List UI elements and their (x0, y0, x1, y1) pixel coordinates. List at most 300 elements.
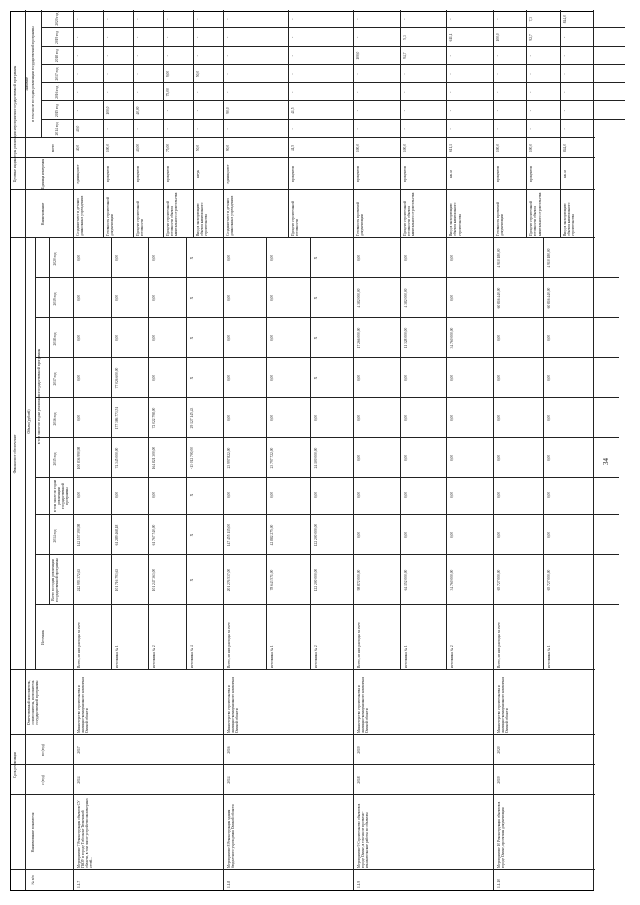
indicator-year-value: - (529, 128, 534, 130)
indicator-year-value: - (496, 55, 500, 57)
amount-total: X (189, 578, 194, 582)
indicator-year-value: - (496, 18, 500, 20)
amount-y2014b: 0,00 (227, 491, 231, 499)
indicator-unit: штук (196, 170, 200, 178)
source-label: источника № 1 (403, 645, 408, 668)
indicator-all: 90,0 (226, 144, 230, 152)
amount-y2019: X (313, 296, 318, 300)
header-volume: Объем (рублей) (27, 409, 31, 434)
grid-line (41, 100, 625, 101)
indicator-year-value: - (76, 109, 80, 112)
amount-y2017: X (189, 376, 194, 380)
indicator-all: 100,0 (529, 143, 534, 153)
indicator-year-value: - (529, 109, 534, 112)
header-executor: Ответственный исполнитель, соисполнитель, исполнитель государственной программы (27, 680, 40, 725)
grid-line (35, 277, 619, 278)
indicator-unit: процентов (496, 166, 500, 182)
indicator-year-value: - (166, 109, 170, 112)
source-label: источника № 2 (313, 645, 318, 668)
amount-y2014b: 0,00 (357, 491, 361, 499)
indicator-name: Готовность строительной документации (106, 196, 115, 236)
indicator-unit: кв. м (449, 170, 454, 178)
indicator-year-value: 40,0 (76, 125, 80, 133)
indicator-year-value: 41,5 (291, 107, 295, 114)
amount-y2014: 61 767 740,00 (152, 524, 156, 546)
header-2016: 2016 год (53, 412, 57, 426)
amount-y2015: 0,00 (403, 454, 408, 462)
amount-y2016: 0,00 (313, 414, 318, 422)
source-label: источника № 1 (114, 645, 119, 668)
amount-y2017: 0,00 (403, 374, 408, 382)
indicator-year-value: - (226, 128, 230, 130)
amount-total: 122 200 000,00 (313, 568, 318, 592)
indicator-name: Создание мест в детских дошкольных учреждениях (76, 195, 85, 236)
amount-y2019: 0,00 (77, 294, 81, 302)
grid-line (11, 137, 595, 138)
amount-y2016: 0,00 (497, 414, 501, 422)
indicator-year-value: - (449, 73, 454, 75)
indicator-year-value: - (136, 55, 140, 57)
grid-line (446, 10, 447, 238)
amount-y2019: 0,00 (152, 294, 156, 302)
amount-y2020: 0,00 (270, 254, 275, 262)
grid-line (41, 119, 625, 120)
grid-line (400, 10, 401, 238)
indicator-name: Процент строительной готовности объекта капитального строительства (529, 192, 542, 236)
header-indicator-name: Наименование (41, 202, 45, 226)
indicator-name: Готовность проектной документации (356, 201, 365, 236)
amount-y2014b: 0,00 (450, 491, 455, 499)
indicator-all: 100,0 (402, 143, 407, 153)
amount-y2017: 0,00 (270, 374, 275, 382)
indicator-year-value: 40,00 (136, 106, 140, 115)
program-table (10, 11, 594, 891)
indicator-year-value: - (356, 109, 360, 112)
indicator-year-value: - (76, 73, 80, 75)
amount-total: 98 872 000,00 (357, 569, 361, 591)
indicator-year-value: 100,0 (496, 33, 500, 42)
indicator-year-value: - (196, 18, 200, 20)
source-label: источника № 2 (450, 645, 455, 668)
header-name: Наименование показателя (31, 812, 35, 853)
grid-line (35, 317, 619, 318)
indicator-year-value: - (449, 109, 454, 112)
grid-line (11, 669, 595, 670)
indicator-year-value: - (356, 18, 360, 20)
indicator-year-value: - (226, 91, 230, 93)
indicator-year-value: - (76, 55, 80, 57)
amount-y2017: 77 026 600,00 (114, 367, 119, 389)
indicator-year-value: - (529, 91, 534, 93)
amount-y2019: 0,00 (114, 294, 119, 302)
indicator-name: Ввод в эксплуатацию объекта капитального строительства (449, 202, 462, 236)
indicator-year-value: 5,3 (402, 35, 407, 40)
indicator-unit: процентов (106, 166, 110, 182)
indicator-year-value: - (106, 55, 110, 57)
amount-y2017: 0,00 (152, 374, 156, 382)
indicator-year-value: - (496, 128, 500, 130)
header-period: Срок реализации (13, 751, 17, 779)
indicator-all: 100,0 (496, 143, 500, 153)
page-number: 34 (602, 458, 610, 465)
amount-y2015: 24 100 000,00 (313, 447, 318, 469)
indicator-year-value: - (356, 91, 360, 93)
header-2019: 2019 год (53, 292, 57, 306)
grid-line (41, 82, 625, 83)
source-label: Всего, из них расходы за счет: (497, 621, 501, 668)
amount-y2014b: 0,00 (547, 491, 551, 499)
amount-y2014b: 0,00 (403, 491, 408, 499)
amount-y2014: 61 289 468,18 (114, 524, 119, 546)
amount-y2018: 0,00 (152, 334, 156, 342)
header-total: Всего по годам реализации государственной программы (51, 558, 60, 602)
amount-y2020: X (313, 256, 318, 260)
header-all: всего (51, 143, 55, 153)
amount-y2018: 0,00 (547, 334, 551, 342)
amount-y2016: 0,00 (450, 414, 455, 422)
amount-y2018: 34 760 000,00 (450, 327, 455, 349)
indicator-year-value: - (291, 36, 295, 39)
indicator-year-value: - (291, 128, 295, 130)
amount-y2014b: 0,00 (114, 491, 119, 499)
amount-y2018: 0,00 (270, 334, 275, 342)
indicator-name: Процент строительной готовности объекта капитального строительства (402, 192, 415, 236)
indicator-year-value: - (106, 91, 110, 93)
amount-y2019: X (189, 296, 194, 300)
amount-y2015: 74 345 000,00 (114, 447, 119, 469)
header-ind-year: 2020 год (55, 12, 59, 26)
indicator-unit: процентов (136, 166, 140, 182)
indicator-year-value: - (356, 128, 360, 130)
indicator-year-value: 100,0 (356, 51, 360, 60)
amount-y2019: 60 816 440,00 (547, 287, 551, 309)
grid-line (35, 554, 619, 555)
amount-y2016: 0,00 (547, 414, 551, 422)
indicator-unit: процентов (402, 166, 407, 182)
amount-y2015: 23 997 822,00 (227, 447, 231, 469)
grid-line (353, 10, 354, 890)
amount-y2014b: 0,00 (270, 491, 275, 499)
indicator-name: Готовность проектной документации (496, 201, 505, 236)
grid-line (73, 10, 74, 890)
indicator-year-value: - (136, 36, 140, 39)
indicator-year-value: - (496, 109, 500, 112)
amount-total: 34 760 000,00 (450, 569, 455, 591)
indicator-year-value: - (136, 128, 140, 130)
indicator-year-value: - (196, 55, 200, 57)
amount-y2014b: 0,00 (77, 491, 81, 499)
indicator-name: Ввод в эксплуатацию объекта капитального строительства (562, 202, 575, 236)
grid-line (41, 46, 625, 47)
amount-y2014: 0,00 (450, 531, 455, 539)
source-label: источника № 1 (547, 645, 551, 668)
amount-y2018: 0,00 (497, 334, 501, 342)
header-2020: 2020 год (53, 252, 57, 266)
amount-y2018: 0,00 (227, 334, 231, 342)
start-year: 2014 (77, 776, 81, 784)
indicator-all: 100,0 (356, 143, 360, 153)
source-label: Всего, из них расходы за счет: (77, 621, 81, 668)
header-finance: Финансовое обеспечение (13, 434, 17, 474)
grid-line (560, 10, 561, 238)
indicator-year-value: - (196, 36, 200, 39)
indicator-all: 75,00 (166, 143, 170, 153)
indicator-unit: единиц мест (226, 164, 230, 184)
amount-y2017: 0,00 (227, 374, 231, 382)
executor: Министерство строительства и жилищно-коммунального комплекса Омской области (77, 677, 90, 733)
measure-name: Мероприятие 8 Реконструкция здания бюджетного учреждения Омской области (227, 804, 236, 868)
grid-line (186, 238, 187, 670)
executor: Министерство строительства и жилищно-коммунального комплекса Омской области (357, 677, 370, 733)
row-number: 1.1.9 (357, 880, 361, 888)
header-unit: Единица измерения (41, 158, 45, 190)
amount-y2019: 0,00 (270, 294, 275, 302)
amount-y2016: 0,00 (403, 414, 408, 422)
indicator-year-value: - (76, 36, 80, 39)
indicator-year-value: - (449, 128, 454, 130)
grid-line (526, 10, 527, 238)
indicator-year-value: - (291, 73, 295, 75)
indicator-year-value: - (402, 109, 407, 112)
indicator-unit: процентов (356, 166, 360, 182)
indicator-year-value: - (291, 18, 295, 20)
amount-y2014: 122 200 000,00 (313, 523, 318, 547)
indicator-year-value: - (356, 36, 360, 39)
amount-y2017: 0,00 (547, 374, 551, 382)
grid-line (163, 10, 164, 238)
indicator-year-value: 92,7 (529, 34, 534, 41)
indicator-all: 844,0 (562, 143, 567, 153)
amount-y2014b: 0,00 (313, 491, 318, 499)
amount-y2016: 0,00 (77, 414, 81, 422)
grid-line (11, 734, 595, 735)
indicator-year-value: - (529, 55, 534, 57)
amount-total: 64 152 000,00 (403, 569, 408, 591)
indicator-year-value: - (449, 55, 454, 57)
executor: Министерство строительства и жилищно-коммунального комплекса Омской области (227, 677, 240, 733)
grid-line (35, 357, 619, 358)
header-source: Источник (41, 630, 45, 645)
header-by-year: в том числе по годам реализации государственной программы (37, 348, 41, 445)
amount-total: 201 276 537,00 (227, 568, 231, 592)
indicator-year-value: - (562, 128, 567, 130)
end-year: 2020 (497, 746, 501, 754)
header-indicators: Целевые индикаторы реализации мероприятия государственной программы (13, 65, 17, 183)
amount-y2017: 0,00 (497, 374, 501, 382)
indicator-year-value: - (136, 73, 140, 75)
indicator-year-value: - (76, 91, 80, 93)
indicator-year-value: - (106, 128, 110, 130)
amount-y2015: 0,00 (357, 454, 361, 462)
source-label: Всего, из них расходы за счет: (227, 621, 231, 668)
grid-line (133, 10, 134, 238)
row-number: 1.1.10 (497, 879, 501, 888)
end-year: 2017 (77, 746, 81, 754)
header-value: Значение (25, 76, 29, 92)
indicator-year-value: - (562, 109, 567, 112)
header-ind-year: 2019 год (55, 30, 59, 44)
amount-total: 101 247 363,00 (152, 568, 156, 592)
indicator-year-value: - (106, 18, 110, 20)
amount-y2020: X (189, 256, 194, 260)
indicator-name: Процент строительной готовности объекта капитального строительства (166, 192, 179, 236)
indicator-name: Создание мест в детских дошкольных учреждениях (226, 195, 235, 236)
measure-name: Мероприятие 10 Реконструкция объектов в городе Омске, проектная документация (497, 801, 506, 868)
indicator-year-value: - (166, 128, 170, 130)
grid-line (35, 437, 619, 438)
indicator-all: 41,5 (291, 144, 295, 152)
indicator-year-value: 844,0 (562, 15, 567, 24)
grid-line (49, 238, 50, 605)
grid-line (35, 604, 619, 605)
indicator-year-value: - (562, 73, 567, 75)
amount-y2016: 0,00 (270, 414, 275, 422)
indicator-year-value: - (356, 73, 360, 75)
amount-y2020: 0,00 (357, 254, 361, 262)
amount-total: 101 716 793,63 (114, 568, 119, 592)
indicator-year-value: 611,1 (449, 33, 454, 42)
amount-y2014b: 0,00 (152, 491, 156, 499)
amount-y2020: 0,00 (403, 254, 408, 262)
amount-y2015: -13 012 700,00 (189, 447, 194, 469)
source-label: источника № 4 (189, 645, 194, 668)
indicator-year-value: - (402, 128, 407, 130)
indicator-year-value: 75,00 (166, 88, 170, 97)
amount-y2016: 0,00 (227, 414, 231, 422)
amount-y2019: 60 816 440,00 (497, 287, 501, 309)
source-label: источника № 2 (152, 645, 156, 668)
grid-line (11, 794, 595, 795)
indicator-year-value: - (196, 109, 200, 112)
amount-y2017: 0,00 (357, 374, 361, 382)
grid-line (193, 10, 194, 238)
indicator-year-value: - (562, 36, 567, 39)
grid-line (35, 514, 619, 515)
amount-y2020: 4 910 180,00 (547, 248, 551, 268)
grid-line (310, 238, 311, 670)
start-year: 2018 (357, 776, 361, 784)
grid-line (288, 10, 289, 238)
indicator-name: Процент строительной готовности (291, 200, 300, 236)
header-ind-by-year: в том числе по годам реализации государственной программы (31, 26, 35, 122)
amount-y2020: 0,00 (227, 254, 231, 262)
grid-line (446, 238, 447, 670)
header-end: по (год) (41, 744, 45, 756)
indicator-name: Ввод в эксплуатацию объекта капитального строительства (196, 202, 209, 236)
indicator-year-value: - (291, 55, 295, 57)
header-ind-year: 2018 год (55, 49, 59, 63)
indicator-year-value: 9,00 (166, 70, 170, 78)
amount-y2014: 42 882 275,00 (270, 524, 275, 546)
grid-line (41, 27, 625, 28)
measure-name: Мероприятие 7 Реконструкция объектов СУ ГКОУ в городе Тобольске Тюменской области, в том числе устройство инженерных сетей... (77, 798, 94, 868)
amount-y2016: 29 127 145,43 (189, 407, 194, 429)
indicator-unit: процентов (291, 166, 295, 182)
indicator-year-value: - (226, 73, 230, 75)
grid-line (35, 397, 619, 398)
amount-y2018: 17 266 000,00 (357, 327, 361, 349)
amount-y2015: 0,00 (497, 454, 501, 462)
amount-y2020: 0,00 (152, 254, 156, 262)
start-year: 2014 (227, 776, 231, 784)
indicator-year-value: 7,3 (529, 16, 534, 22)
amount-y2016: 72 022 798,00 (152, 407, 156, 429)
amount-y2014: 147 455 115,00 (227, 523, 231, 547)
amount-y2018: X (189, 336, 194, 340)
indicator-year-value: - (166, 36, 170, 39)
indicator-year-value: - (402, 18, 407, 20)
grid-line (593, 10, 594, 890)
amount-y2019: 4 382 000,00 (357, 288, 361, 308)
end-year: 2019 (357, 746, 361, 754)
amount-y2014b: 0,00 (497, 491, 501, 499)
indicator-year-value: - (196, 128, 200, 130)
indicator-year-value: - (106, 73, 110, 75)
header-ind-year: 2015 год (55, 104, 59, 118)
grid-line (11, 237, 595, 238)
amount-y2018: 0,00 (77, 334, 81, 342)
row-number: 1.1.7 (77, 880, 81, 888)
amount-y2018: X (313, 336, 318, 340)
source-label: Всего, из них расходы за счет: (357, 621, 361, 668)
header-2014_sub: в том числе по годам реализации государственной программы (53, 479, 70, 513)
grid-line (11, 869, 595, 870)
amount-y2014: 0,00 (403, 531, 408, 539)
grid-line (223, 10, 224, 890)
indicator-year-value: - (226, 18, 230, 20)
header-2017: 2017 год (53, 372, 57, 386)
amount-y2014: 0,00 (497, 531, 501, 539)
measure-name: Мероприятие 9 Строительство объектов в городе Омске, в том числе проектно-изыскательские работы по объектам (357, 803, 370, 868)
indicator-year-value: - (496, 91, 500, 93)
amount-y2019: 0,00 (450, 294, 455, 302)
amount-y2014: X (189, 533, 194, 537)
amount-y2020: 0,00 (77, 254, 81, 262)
indicator-unit: кв. м (562, 170, 567, 178)
grid-line (103, 10, 104, 238)
grid-line (35, 238, 36, 670)
amount-y2015: 100 836 990,98 (77, 446, 81, 470)
indicator-all: 40,00 (136, 143, 140, 153)
grid-line (148, 238, 149, 670)
amount-y2014: 0,00 (357, 531, 361, 539)
indicator-year-value: - (449, 91, 454, 93)
amount-y2015: 0,00 (547, 454, 551, 462)
indicator-year-value: - (402, 73, 407, 75)
executor: Министерство строительства и жилищно-коммунального комплекса Омской области (497, 677, 510, 733)
indicator-year-value: - (106, 36, 110, 39)
header-2015: 2015 год (53, 452, 57, 466)
amount-y2020: 0,00 (450, 254, 455, 262)
header-ind-year: 2016 год (55, 85, 59, 99)
amount-y2017: 0,00 (450, 374, 455, 382)
indicator-year-value: - (226, 36, 230, 39)
indicator-year-value: - (166, 18, 170, 20)
grid-line (266, 238, 267, 670)
amount-y2020: 0,00 (114, 254, 119, 262)
indicator-year-value: 50,0 (196, 70, 200, 78)
amount-y2014: 0,00 (547, 531, 551, 539)
amount-total: 65 727 000,00 (547, 569, 551, 591)
grid-line (400, 238, 401, 670)
amount-total: 65 727 000,00 (497, 569, 501, 591)
amount-y2019: 0,00 (227, 294, 231, 302)
grid-line (11, 764, 595, 765)
header-start: с (год) (41, 775, 45, 785)
indicator-year-value: - (136, 91, 140, 93)
indicator-year-value: - (449, 18, 454, 20)
start-year: 2019 (497, 776, 501, 784)
